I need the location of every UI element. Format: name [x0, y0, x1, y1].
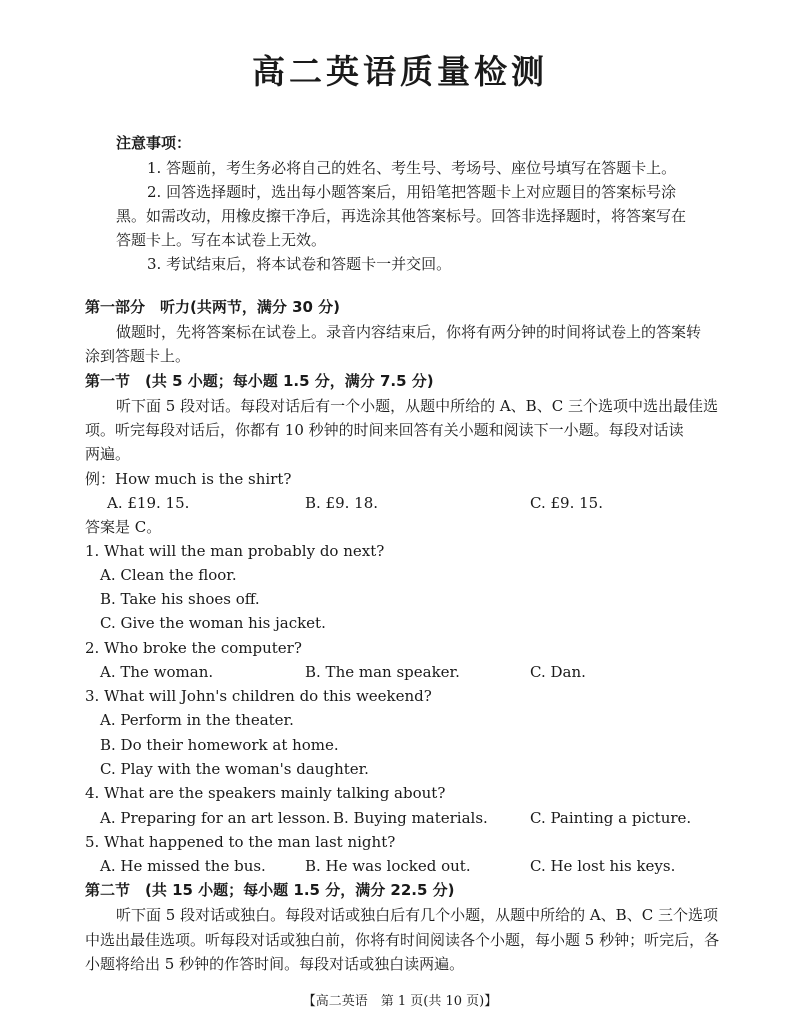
page-title: 高二英语质量检测 [252, 52, 548, 91]
example-option-a: A. £19. 15. [107, 494, 190, 512]
q4-option-a: A. Preparing for an art lesson. [100, 809, 331, 827]
q1-question: 1. What will the man probably do next? [85, 542, 385, 560]
q5-option-a: A. He missed the bus. [100, 857, 266, 875]
q3-option-a: A. Perform in the theater. [100, 711, 294, 729]
part1-intro-line-2: 涂到答题卡上。 [85, 347, 191, 365]
q5-question: 5. What happened to the man last night? [85, 833, 396, 851]
section1-heading: 第一节 (共 5 小题；每小题 1.5 分，满分 7.5 分) [85, 372, 434, 390]
q4-option-c: C. Painting a picture. [530, 809, 692, 827]
q1-option-c: C. Give the woman his jacket. [100, 614, 326, 632]
notice-heading: 注意事项： [116, 134, 192, 152]
section1-intro-line-3: 两遍。 [85, 445, 131, 463]
section2-intro-line-1: 听下面 5 段对话或独白。每段对话或独白后有几个小题，从题中所给的 A、B、C 三个选项 [116, 906, 718, 924]
q5-option-c: C. He lost his keys. [530, 857, 676, 875]
section2-intro-line-3: 小题将给出 5 秒钟的作答时间。每段对话或独白读两遍。 [85, 955, 465, 973]
section1-intro-line-1: 听下面 5 段对话。每段对话后有一个小题，从题中所给的 A、B、C 三个选项中选出最佳选 [116, 397, 718, 415]
page-footer: 【高二英语 第 1 页(共 10 页)】 [302, 994, 498, 1009]
q4-question: 4. What are the speakers mainly talking about? [85, 784, 446, 802]
section1-intro-line-2: 项。听完每段对话后，你都有 10 秒钟的时间来回答有关小题和阅读下一小题。每段对话读 [85, 421, 684, 439]
notice-item-2-line-3: 答题卡上。写在本试卷上无效。 [116, 231, 327, 249]
part1-intro-line-1: 做题时，先将答案标在试卷上。录音内容结束后，你将有两分钟的时间将试卷上的答案转 [116, 323, 702, 341]
example-question: 例：How much is the shirt? [85, 470, 292, 488]
q1-option-b: B. Take his shoes off. [100, 590, 260, 608]
q1-option-a: A. Clean the floor. [100, 566, 237, 584]
section2-heading: 第二节 (共 15 小题；每小题 1.5 分，满分 22.5 分) [85, 881, 455, 899]
q3-option-b: B. Do their homework at home. [100, 736, 339, 754]
q4-option-b: B. Buying materials. [333, 809, 488, 827]
q2-option-b: B. The man speaker. [305, 663, 460, 681]
example-option-c: C. £9. 15. [530, 494, 603, 512]
q2-question: 2. Who broke the computer? [85, 639, 302, 657]
q5-option-b: B. He was locked out. [305, 857, 471, 875]
q2-option-a: A. The woman. [100, 663, 214, 681]
section2-intro-line-2: 中选出最佳选项。听每段对话或独白前，你将有时间阅读各个小题，每小题 5 秒钟；听完后，各 [85, 931, 720, 949]
example-answer: 答案是 C。 [85, 518, 162, 536]
q3-question: 3. What will John's children do this weekend? [85, 687, 432, 705]
notice-item-2-line-1: 2. 回答选择题时，选出每小题答案后，用铅笔把答题卡上对应题目的答案标号涂 [147, 183, 677, 201]
notice-item-3: 3. 考试结束后，将本试卷和答题卡一并交回。 [147, 255, 452, 273]
q3-option-c: C. Play with the woman's daughter. [100, 760, 369, 778]
notice-item-2-line-2: 黑。如需改动，用橡皮擦干净后，再选涂其他答案标号。回答非选择题时，将答案写在 [116, 207, 687, 225]
q2-option-c: C. Dan. [530, 663, 586, 681]
example-option-b: B. £9. 18. [305, 494, 379, 512]
part1-heading: 第一部分 听力(共两节，满分 30 分) [85, 298, 341, 316]
notice-item-1: 1. 答题前，考生务必将自己的姓名、考生号、考场号、座位号填写在答题卡上。 [147, 159, 677, 177]
